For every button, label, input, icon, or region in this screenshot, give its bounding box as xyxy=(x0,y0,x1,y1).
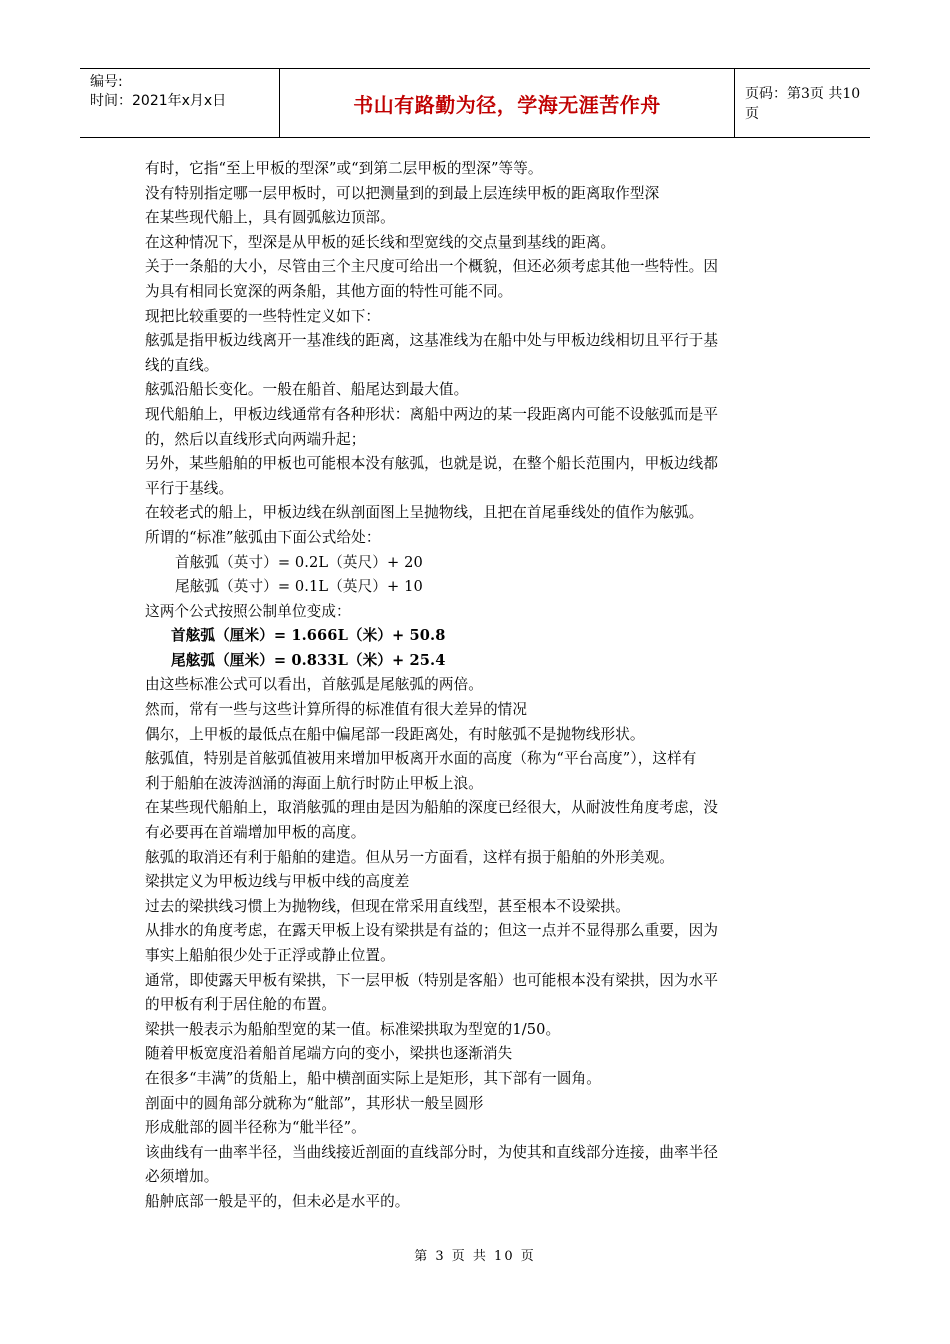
formula-line: 首舷弧（厘米）= 1.666L（米）+ 50.8 xyxy=(171,627,446,645)
document-time-label: 时间：2021年x月x日 xyxy=(90,93,227,109)
body-line: 现把比较重要的一些特性定义如下： xyxy=(145,307,381,325)
body-line: 形成舭部的圆半径称为“舭半径”。 xyxy=(145,1119,366,1137)
body-line: 由这些标准公式可以看出，首舷弧是尾舷弧的两倍。 xyxy=(145,676,483,694)
header-meta xyxy=(80,69,280,137)
formula-line: 首舷弧（英寸）= 0.2L（英尺）+ 20 xyxy=(175,553,423,571)
body-line: 舷弧的取消还有利于船舶的建造。但从另一方面看，这样有损于船舶的外形美观。 xyxy=(145,848,674,866)
body-line: 梁拱一般表示为船舶型宽的某一值。标准梁拱取为型宽的1/50。 xyxy=(145,1020,561,1038)
body-line: 在某些现代船舶上，取消舷弧的理由是因为船舶的深度已经很大，从耐波性角度考虑，没 xyxy=(145,799,719,817)
body-line: 该曲线有一曲率半径，当曲线接近剖面的直线部分时，为使其和直线部分连接，曲率半径 xyxy=(145,1143,719,1161)
document-body xyxy=(145,157,810,1215)
body-line: 没有特别指定哪一层甲板时，可以把测量到的到最上层连续甲板的距离取作型深 xyxy=(145,184,660,202)
page-footer: 第 3 页 共 10 页 xyxy=(414,1249,536,1264)
body-line: 的，然后以直线形式向两端升起； xyxy=(145,430,366,448)
body-line: 船舯底部一般是平的，但未必是水平的。 xyxy=(145,1192,410,1210)
body-line: 舷弧是指甲板边线离开一基准线的距离，这基准线为在船中处与甲板边线相切且平行于基 xyxy=(145,332,719,350)
body-line: 事实上船舶很少处于正浮或静止位置。 xyxy=(145,947,395,964)
body-line: 随着甲板宽度沿着船首尾端方向的变小，梁拱也逐渐消失 xyxy=(145,1045,513,1063)
body-line: 这两个公式按照公制单位变成： xyxy=(145,602,351,620)
body-line: 关于一条船的大小，尽管由三个主尺度可给出一个概貌，但还必须考虑其他一些特性。因 xyxy=(145,258,719,276)
body-line: 为具有相同长宽深的两条船，其他方面的特性可能不同。 xyxy=(145,282,513,300)
body-line: 利于船舶在波涛汹涌的海面上航行时防止甲板上浪。 xyxy=(145,774,483,792)
body-line: 舷弧沿船长变化。一般在船首、船尾达到最大值。 xyxy=(145,381,469,399)
page-header xyxy=(80,68,870,138)
body-line: 剖面中的圆角部分就称为“舭部”，其形状一般呈圆形 xyxy=(145,1094,484,1112)
document-number-label: 编号: xyxy=(90,74,123,90)
body-line: 在某些现代船上，具有圆弧舷边顶部。 xyxy=(145,209,395,227)
body-line: 过去的梁拱线习惯上为抛物线，但现在常采用直线型，甚至根本不设梁拱。 xyxy=(145,897,630,915)
body-line: 平行于基线。 xyxy=(145,479,234,497)
body-line: 的甲板有利于居住舱的布置。 xyxy=(145,996,337,1014)
body-line: 然而，常有一些与这些计算所得的标准值有很大差异的情况 xyxy=(145,701,528,719)
body-line: 必须增加。 xyxy=(145,1168,219,1186)
formula-line: 尾舷弧（厘米）= 0.833L（米）+ 25.4 xyxy=(171,651,446,669)
body-line: 在很多“丰满”的货船上，船中横剖面实际上是矩形，其下部有一圆角。 xyxy=(145,1069,601,1087)
body-line: 梁拱定义为甲板边线与甲板中线的高度差 xyxy=(145,873,410,891)
body-line: 舷弧值，特别是首舷弧值被用来增加甲板离开水面的高度（称为“平台高度”），这样有 xyxy=(145,750,697,768)
header-page-info: 页码：第3页 共10页 xyxy=(745,86,861,122)
body-line: 所谓的“标准”舷弧由下面公式给处： xyxy=(145,528,381,546)
body-line: 在这种情况下，型深是从甲板的延长线和型宽线的交点量到基线的距离。 xyxy=(145,233,616,251)
body-line: 偶尔，上甲板的最低点在船中偏尾部一段距离处，有时舷弧不是抛物线形状。 xyxy=(145,725,645,743)
body-line: 线的直线。 xyxy=(145,356,219,374)
formula-line: 尾舷弧（英寸）= 0.1L（英尺）+ 10 xyxy=(175,578,423,596)
body-line: 通常，即使露天甲板有梁拱，下一层甲板（特别是客船）也可能根本没有梁拱，因为水平 xyxy=(145,971,719,989)
header-motto: 书山有路勤为径，学海无涯苦作舟 xyxy=(280,69,735,137)
body-line: 另外，某些船舶的甲板也可能根本没有舷弧，也就是说，在整个船长范围内，甲板边线都 xyxy=(145,455,719,473)
body-line: 有时，它指“至上甲板的型深”或“到第二层甲板的型深”等等。 xyxy=(145,160,543,177)
body-line: 现代船舶上，甲板边线通常有各种形状：离船中两边的某一段距离内可能不设舷弧而是平 xyxy=(145,405,719,423)
body-line: 从排水的角度考虑，在露天甲板上设有梁拱是有益的；但这一点并不显得那么重要，因为 xyxy=(145,922,719,940)
body-line: 在较老式的船上，甲板边线在纵剖面图上呈抛物线，且把在首尾垂线处的值作为舷弧。 xyxy=(145,504,704,522)
body-line: 有必要再在首端增加甲板的高度。 xyxy=(145,824,366,842)
